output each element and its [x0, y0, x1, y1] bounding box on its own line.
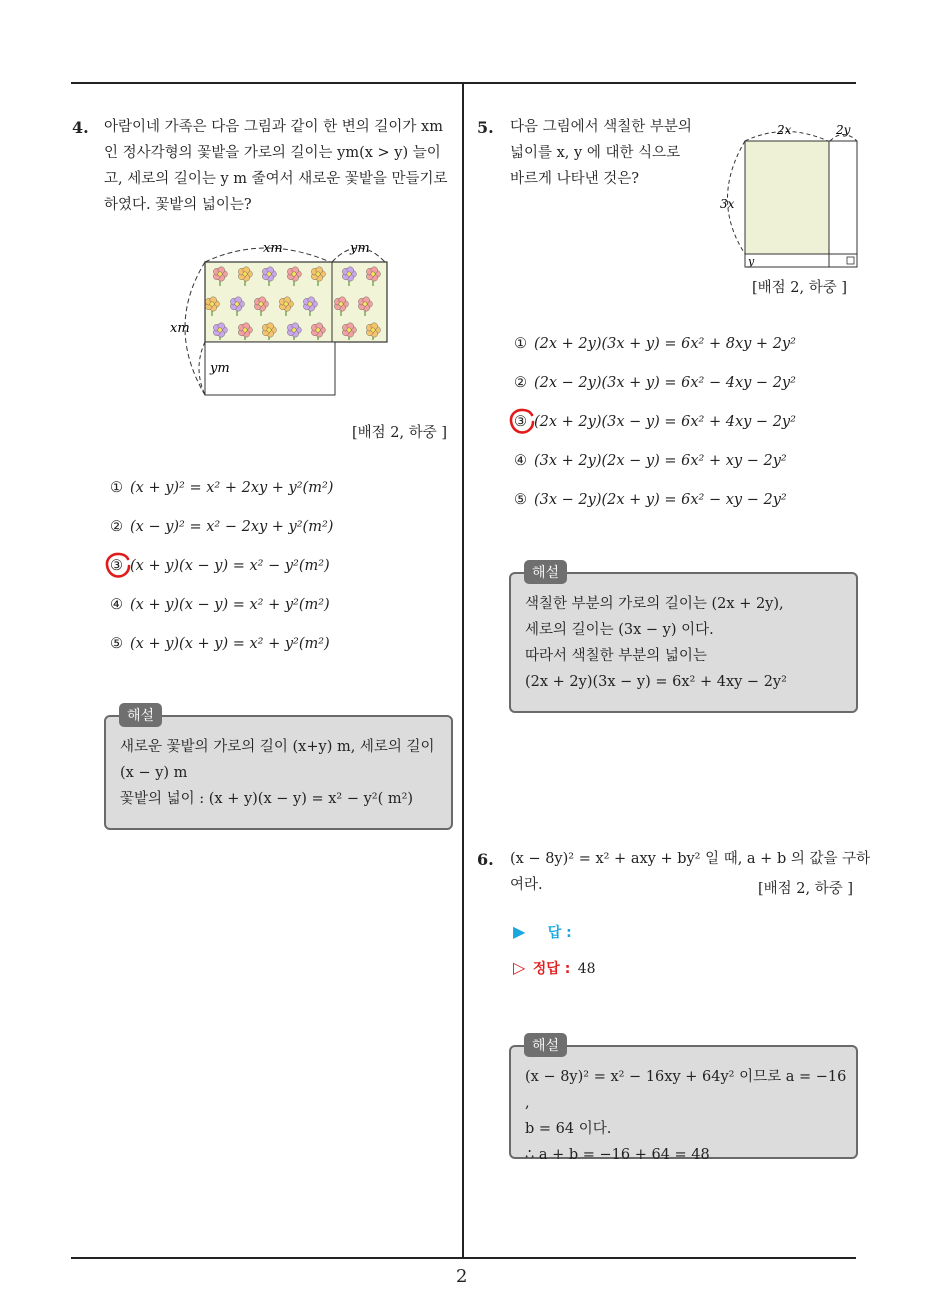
q4-choice-expr: (x + y)² = x² + 2xy + y²(m²) — [130, 480, 334, 496]
q4-explanation-line: (x − y) m — [120, 765, 188, 781]
q4-choice-mark: ② — [110, 519, 123, 535]
q5-selected-circle-mark — [508, 407, 536, 435]
q5-choice-3[interactable] — [514, 414, 796, 430]
q5-text-line: 넓이를 x, y 에 대한 식으로 — [510, 145, 681, 161]
q6-correct-label: 정답 : — [532, 961, 571, 977]
q4-number: 4. — [72, 118, 89, 137]
q5-choice-5[interactable] — [514, 492, 787, 508]
q5-number: 5. — [477, 118, 494, 137]
q5-explanation-tag: 해설 — [524, 560, 567, 584]
q6-explanation-line: ∴ a + b = −16 + 64 = 48 — [525, 1147, 710, 1163]
q4-choice-expr: (x + y)(x − y) = x² + y²(m²) — [130, 597, 330, 613]
q5-choice-expr: (3x − 2y)(2x + y) = 6x² − xy − 2y² — [534, 492, 787, 508]
q4-label-top-x: xm — [263, 241, 283, 256]
column-divider — [462, 84, 464, 1258]
q4-explanation-box — [104, 715, 453, 830]
q5-choice-expr: (2x + 2y)(3x − y) = 6x² + 4xy − 2y² — [534, 414, 796, 430]
q5-question-text — [510, 114, 710, 192]
q4-question-text — [104, 114, 456, 218]
q5-explanation-box — [509, 572, 858, 713]
q4-choice-1[interactable] — [110, 480, 333, 496]
q4-selected-circle-mark — [104, 551, 132, 579]
q5-label-2x: 2x — [777, 123, 792, 137]
q5-choice-mark: ③ — [514, 414, 527, 430]
q6-correct-value: 48 — [577, 961, 596, 977]
q6-explanation-body — [525, 1064, 855, 1168]
q6-question-line1: (x − 8y)² = x² + axy + by² 일 때, a + b 의 값을 구하 — [510, 851, 871, 867]
q4-explanation-body — [120, 734, 450, 812]
q6-correct-row — [513, 958, 596, 978]
q4-choice-mark: ③ — [110, 558, 123, 574]
q6-number: 6. — [477, 850, 494, 869]
q4-label-top-y: ym — [350, 241, 370, 256]
q6-explanation-line: (x − 8y)² = x² − 16xy + 64y² 이므로 a = −16 , — [525, 1069, 847, 1111]
q5-label-y: y — [748, 255, 755, 268]
q5-choice-1[interactable] — [514, 336, 796, 352]
q5-choice-mark: ② — [514, 375, 527, 391]
q6-explanation-box — [509, 1045, 858, 1163]
q4-text-line: 고, 세로의 길이는 y m 줄여서 새로운 꽃밭을 만들기로 — [104, 171, 448, 187]
q4-text-line: 아람이네 가족은 다음 그림과 같이 한 변의 길이가 xm — [104, 119, 443, 135]
q4-choice-4[interactable] — [110, 597, 330, 613]
q4-choice-3[interactable] — [110, 558, 330, 574]
q4-label-left-x: xm — [170, 321, 190, 336]
q4-left-arc-y — [199, 342, 205, 395]
q5-explanation-line: 세로의 길이는 (3x − y) 이다. — [525, 622, 714, 638]
q4-explanation-line: 새로운 꽃밭의 가로의 길이 (x+y) m, 세로의 길이 — [120, 739, 435, 755]
q4-text-line: 인 정사각형의 꽃밭을 가로의 길이는 ym(x > y) 늘이 — [104, 145, 441, 161]
q4-choice-5[interactable] — [110, 636, 330, 652]
q5-explanation-line: (2x + 2y)(3x − y) = 6x² + 4xy − 2y² — [525, 674, 787, 690]
q5-choice-expr: (2x + 2y)(3x + y) = 6x² + 8xy + 2y² — [534, 336, 796, 352]
q5-choice-mark: ① — [514, 336, 527, 352]
q5-shaded-region — [745, 141, 829, 254]
q5-rectangle-figure — [715, 120, 865, 275]
q4-choice-mark: ⑤ — [110, 636, 123, 652]
q4-explanation-tag: 해설 — [119, 703, 162, 727]
q4-choice-mark: ④ — [110, 597, 123, 613]
q6-question-line2: 여라. — [510, 877, 543, 893]
q5-choice-expr: (2x − 2y)(3x + y) = 6x² − 4xy − 2y² — [534, 375, 796, 391]
q4-choice-expr: (x + y)(x + y) = x² + y²(m²) — [130, 636, 330, 652]
q4-label-inner-y: ym — [210, 361, 230, 376]
q5-choice-mark: ⑤ — [514, 492, 527, 508]
play-outline-icon: ▷ — [513, 958, 526, 977]
q5-choice-mark: ④ — [514, 453, 527, 469]
q4-choice-2[interactable] — [110, 519, 333, 535]
q4-explanation-line: 꽃밭의 넓이 : (x + y)(x − y) = x² − y²( m²) — [120, 791, 414, 807]
q5-explanation-line: 색칠한 부분의 가로의 길이는 (2x + 2y), — [525, 596, 784, 612]
q5-choice-4[interactable] — [514, 453, 787, 469]
q6-meta: [배점 2, 하중 ] — [758, 881, 854, 897]
q5-meta: [배점 2, 하중 ] — [752, 280, 848, 296]
q6-answer-label: 답 : — [547, 925, 572, 941]
q5-text-line: 바르게 나타낸 것은? — [510, 171, 640, 187]
q4-choice-expr: (x + y)(x − y) = x² − y²(m²) — [130, 558, 330, 574]
q5-explanation-body — [525, 591, 855, 695]
q5-choice-expr: (3x + 2y)(2x − y) = 6x² + xy − 2y² — [534, 453, 787, 469]
q5-text-line: 다음 그림에서 색칠한 부분의 — [510, 119, 692, 135]
page-number: 2 — [456, 1266, 468, 1287]
q4-text-line: 하였다. 꽃밭의 넓이는? — [104, 197, 252, 213]
q6-answer-row — [513, 922, 572, 942]
q6-explanation-line: b = 64 이다. — [525, 1121, 612, 1137]
q5-explanation-line: 따라서 색칠한 부분의 넓이는 — [525, 648, 707, 664]
q6-explanation-tag: 해설 — [524, 1033, 567, 1057]
play-icon: ▶ — [513, 922, 526, 941]
q5-choice-2[interactable] — [514, 375, 796, 391]
q4-flower-garden-figure — [165, 232, 400, 404]
q4-choice-mark: ① — [110, 480, 123, 496]
q5-label-3x: 3x — [720, 197, 735, 211]
bottom-rule — [71, 1257, 856, 1259]
q4-meta: [배점 2, 하중 ] — [352, 425, 448, 441]
q4-choice-expr: (x − y)² = x² − 2xy + y²(m²) — [130, 519, 334, 535]
q5-label-2y: 2y — [836, 123, 851, 137]
